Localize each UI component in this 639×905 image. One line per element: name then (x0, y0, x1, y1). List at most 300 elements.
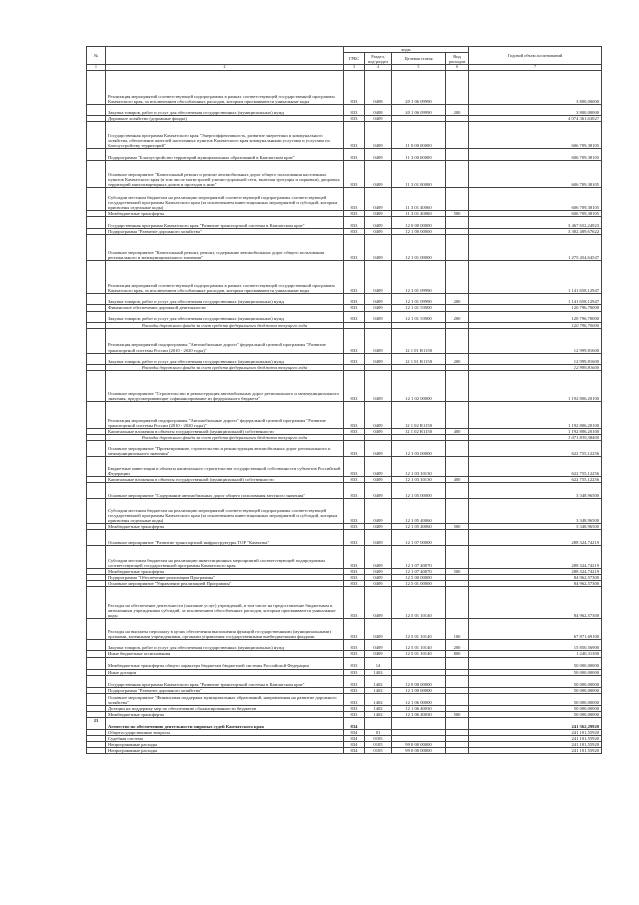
row-target-article: 12 1 01 09990 (392, 294, 446, 305)
row-amount: 1 071 839,38400 (469, 434, 602, 440)
row-razdel: 0408 (365, 105, 392, 116)
row-number (87, 587, 106, 619)
row-target-article: 12 1 01 53900 (392, 311, 446, 322)
table-row (87, 693, 602, 705)
row-amount: 50 000,00000 (469, 705, 602, 711)
table-row (87, 483, 602, 499)
row-amount: 50 000,00000 (469, 657, 602, 669)
row-name: Расходы на обеспечение деятельности (оказание услуг) учреждений, в том числе на предоставление бюджетным и автономным учреждениям субсидий, за исключением обособленных расходов, которым присваиваются уникальные коды (106, 587, 344, 619)
row-number (87, 401, 106, 428)
row-razdel: 0409 (365, 211, 392, 217)
row-target-article: 11 3 01 40060 (392, 188, 446, 211)
row-grbs: 833 (344, 217, 365, 229)
row-expense-type (446, 440, 469, 456)
header-name (106, 47, 344, 65)
row-grbs: 833 (344, 675, 365, 687)
row-expense-type (446, 122, 469, 149)
row-name: Агентство по обеспечению деятельности мировых судей Камчатского края (106, 717, 344, 729)
header-cs: Целевая статья (392, 53, 446, 65)
row-amount: 622 755,12256 (469, 440, 602, 456)
row-target-article (392, 657, 446, 669)
table-row (87, 675, 602, 687)
row-grbs: 834 (344, 717, 365, 729)
table-row (87, 640, 602, 651)
row-grbs: 833 (344, 483, 365, 499)
row-expense-type (446, 499, 469, 524)
row-name: Основное мероприятие "Проектирование, строительство и реконструкция автомобильных дорог регионального и межмуниципального значения" (106, 440, 344, 456)
table-row (87, 122, 602, 149)
row-razdel: 0409 (365, 651, 392, 657)
table-row (87, 546, 602, 569)
row-razdel: 0409 (365, 229, 392, 235)
row-name: Бюджетные инвестиции в объекты капитального строительства государственной собственности субъектов Российской Федерации (106, 456, 344, 476)
table-row (87, 328, 602, 353)
row-name: Субсидии местным бюджетам на реализацию инвестиционных мероприятий соответствующей подпрограммы соответствующей государственной программы Камчатского края (106, 546, 344, 569)
row-grbs: 833 (344, 569, 365, 575)
row-amount: 12 999,81600 (469, 328, 602, 353)
row-amount: 241 101,55920 (469, 748, 602, 754)
row-amount: 606 709,38105 (469, 122, 602, 149)
row-razdel: 0409 (365, 456, 392, 476)
row-razdel: 0409 (365, 401, 392, 428)
row-razdel: 0409 (365, 353, 392, 364)
row-amount: 3 800,00000 (469, 71, 602, 105)
row-number (87, 456, 106, 476)
table-row (87, 188, 602, 211)
row-target-article: 12 1 01 09990 (392, 261, 446, 294)
row-expense-type (446, 71, 469, 105)
row-name: Закупка товаров, работ и услуг для обеспечения государственных (муниципальных) нужд (106, 105, 344, 116)
row-amount: 3 800,00000 (469, 105, 602, 116)
row-name: Основное мероприятие "Управление реализацией Программы" (106, 581, 344, 587)
colnum: 5 (392, 65, 446, 71)
row-razdel: 0409 (365, 149, 392, 161)
row-number (87, 499, 106, 524)
row-number (87, 693, 106, 705)
row-expense-type (446, 530, 469, 546)
row-name: Государственная программа Камчатского края "Развитие транспортной системы в Камчатском крае" (106, 675, 344, 687)
row-expense-type (446, 328, 469, 353)
row-razdel: 0409 (365, 161, 392, 188)
row-name: Расходы дорожного фонда за счет средств федерального бюджета текущего года (106, 434, 344, 440)
table-row (87, 71, 602, 105)
row-name: Расходы дорожного фонда за счет средств федерального бюджета текущего года (106, 364, 344, 370)
row-name: Расходы дорожного фонда за счет средств федерального бюджета текущего года (106, 322, 344, 328)
table-row (87, 401, 602, 428)
row-amount: 606 709,38105 (469, 149, 602, 161)
row-target-article: 12 1 06 00000 (392, 693, 446, 705)
row-razdel: 0409 (365, 311, 392, 322)
table-row (87, 370, 602, 401)
table-row (87, 294, 602, 305)
row-name: Капитальные вложения в объекты государственной (муниципальной) собственности (106, 428, 344, 434)
row-amount: 67 871,69100 (469, 619, 602, 640)
row-grbs: 833 (344, 116, 365, 122)
row-name: Дорожное хозяйство (дорожные фонды) (106, 116, 344, 122)
row-name: Государственная программа Камчатского края "Развитие транспортной системы в Камчатском крае" (106, 217, 344, 229)
row-name: Иные дотации (106, 669, 344, 675)
table-row (87, 587, 602, 619)
table-row (87, 261, 602, 294)
budget-table-sheet (86, 46, 601, 754)
row-grbs: 833 (344, 211, 365, 217)
row-name: Реализация мероприятий соответствующей подпрограммы в рамках соответствующей государственной программы Камчатского края, за исключением обособленных расходов, которым присваиваются уникальные коды (106, 261, 344, 294)
row-number (87, 122, 106, 149)
row-amount: 1 275 454,64547 (469, 235, 602, 261)
row-razdel: 0409 (365, 122, 392, 149)
row-grbs: 833 (344, 476, 365, 482)
row-number (87, 261, 106, 294)
row-number (87, 675, 106, 687)
row-grbs: 833 (344, 524, 365, 530)
row-expense-type: 500 (446, 211, 469, 217)
row-name: Реализация мероприятий соответствующей подпрограммы в рамках соответствующей государственной программы Камчатского края, за исключением обособленных расходов, которым присваиваются уникальные коды (106, 71, 344, 105)
row-amount: 241 101,55920 (469, 729, 602, 735)
table-row (87, 530, 602, 546)
header-razdel: Раздел, под-раздел (365, 53, 392, 65)
row-name: Закупка товаров, работ и услуг для обеспечения государственных (муниципальных) нужд (106, 294, 344, 305)
row-target-article: 12 5 01 10140 (392, 651, 446, 657)
row-expense-type: 200 (446, 294, 469, 305)
row-expense-type (446, 675, 469, 687)
row-name: Субсидии местным бюджетам на реализацию мероприятий соответствующей подпрограммы соответствующей государственной программы Камчатского края (за исключением инвестиционных мероприятий и субсидий, которым присвоены отдельные коды) (106, 499, 344, 524)
row-grbs: 833 (344, 428, 365, 434)
colnum: 7 (469, 65, 602, 71)
row-razdel: 0409 (365, 575, 392, 581)
row-number (87, 188, 106, 211)
row-name: Межбюджетные трансферты (106, 524, 344, 530)
row-name: Иные бюджетные ассигнования (106, 651, 344, 657)
row-razdel: 14 (365, 657, 392, 669)
header-vr: Вид расходов (446, 53, 469, 65)
row-amount: 1 192 806,20100 (469, 428, 602, 434)
row-target-article: 12 1 06 40030 (392, 705, 446, 711)
row-number (87, 235, 106, 261)
row-name: Расходы на выплаты персоналу в целях обеспечения выполнения функций государственными (муниципальными) органами, казенными учреждениями, органами управления государственными внебюджетными фондами (106, 619, 344, 640)
row-target-article: 12 1 01 53900 (392, 305, 446, 311)
row-name: Основное мероприятие "Содержание автомобильных дорог общего пользования местного значения" (106, 483, 344, 499)
row-amount: 120 796,70000 (469, 311, 602, 322)
row-target-article: 12 1 07 00000 (392, 530, 446, 546)
row-expense-type: 200 (446, 353, 469, 364)
row-razdel: 1402 (365, 693, 392, 705)
row-razdel: 0409 (365, 619, 392, 640)
row-razdel: 1402 (365, 711, 392, 717)
row-target-article: 12 5 01 00000 (392, 581, 446, 587)
row-amount: 288 324,74219 (469, 530, 602, 546)
row-grbs: 834 (344, 735, 365, 741)
row-number (87, 161, 106, 188)
row-razdel: 0409 (365, 294, 392, 305)
row-name: Подпрограмма "Развитие дорожного хозяйства" (106, 229, 344, 235)
table-row (87, 353, 602, 364)
row-expense-type (446, 161, 469, 188)
row-razdel: 0409 (365, 116, 392, 122)
row-razdel: 0409 (365, 483, 392, 499)
row-amount: 606 709,38105 (469, 211, 602, 217)
row-amount: 1 141 658,12947 (469, 294, 602, 305)
row-grbs: 833 (344, 657, 365, 669)
row-expense-type: 100 (446, 619, 469, 640)
row-razdel: 0105 (365, 748, 392, 754)
row-target-article: 20 1 06 09990 (392, 105, 446, 116)
row-grbs: 833 (344, 122, 365, 149)
row-amount: 1 141 658,12947 (469, 261, 602, 294)
row-name: Межбюджетные трансферты (106, 711, 344, 717)
row-amount: 50 000,00000 (469, 675, 602, 687)
row-target-article: 12 1 05 40060 (392, 524, 446, 530)
row-target-article (392, 717, 446, 729)
row-target-article: 12 1 07 40070 (392, 569, 446, 575)
row-razdel: 0409 (365, 235, 392, 261)
row-target-article: 12 1 02 00000 (392, 370, 446, 401)
row-expense-type: 500 (446, 711, 469, 717)
row-expense-type (446, 657, 469, 669)
row-number (87, 657, 106, 669)
colnum: 3 (344, 65, 365, 71)
row-amount: 288 324,74219 (469, 546, 602, 569)
row-razdel: 0409 (365, 546, 392, 569)
row-target-article: 12 5 00 00000 (392, 575, 446, 581)
row-amount: 3 382 489,67622 (469, 229, 602, 235)
row-amount: 50 000,00000 (469, 687, 602, 693)
table-row (87, 311, 602, 322)
row-amount: 50 000,00000 (469, 693, 602, 705)
row-target-article: 12 1 03 00000 (392, 440, 446, 456)
row-amount: 15 850,56900 (469, 640, 602, 651)
row-name: Межбюджетные трансферты (106, 569, 344, 575)
row-razdel: 0409 (365, 305, 392, 311)
row-grbs: 833 (344, 581, 365, 587)
row-number (87, 748, 106, 754)
row-razdel: 0105 (365, 742, 392, 748)
row-number (87, 105, 106, 116)
row-target-article: 12 1 03 10130 (392, 476, 446, 482)
row-number: 23 (87, 717, 106, 729)
row-razdel: 1402 (365, 675, 392, 687)
table-row (87, 619, 602, 640)
row-amount: 3 348,96500 (469, 483, 602, 499)
row-name: Основное мероприятие "Строительство и реконструкция автомобильных дорог регионального и межмуниципального значения, предусматривающие софинансирование из федерального бюджета" (106, 370, 344, 401)
row-target-article: 12 5 01 10140 (392, 587, 446, 619)
row-name: Основное мероприятие "Капитальный ремонт, ремонт, содержание автомобильных дорог общего пользования регионального и межмуниципального значения" (106, 235, 344, 261)
row-amount: 606 709,38105 (469, 188, 602, 211)
table-row (87, 499, 602, 524)
row-razdel: 0409 (365, 440, 392, 456)
row-razdel: 0409 (365, 587, 392, 619)
row-grbs: 833 (344, 530, 365, 546)
row-target-article: 12 0 00 00000 (392, 675, 446, 687)
row-target-article: 12 0 00 00000 (392, 217, 446, 229)
row-target-article: 12 1 01 00000 (392, 235, 446, 261)
row-amount: 12 999,81600 (469, 364, 602, 370)
row-amount: 1 192 806,20100 (469, 401, 602, 428)
row-amount: 241 101,55920 (469, 735, 602, 741)
row-razdel: 0409 (365, 188, 392, 211)
row-name: Субсидии местным бюджетам на реализацию мероприятий соответствующей подпрограммы соответствующей государственной программы Камчатского края (за исключением инвестиционных мероприятий и субсидий, которым присвоены отдельные коды) (106, 188, 344, 211)
row-number (87, 619, 106, 640)
row-grbs: 833 (344, 370, 365, 401)
row-expense-type (446, 717, 469, 729)
row-number (87, 149, 106, 161)
row-expense-type (446, 149, 469, 161)
row-name: Межбюджетные трансферты (106, 211, 344, 217)
row-expense-type: 200 (446, 105, 469, 116)
row-target-article: 99 0 00 00000 (392, 748, 446, 754)
row-grbs: 833 (344, 401, 365, 428)
row-name: Подпрограмма "Развитие дорожного хозяйства" (106, 687, 344, 693)
row-razdel: 0409 (365, 530, 392, 546)
row-name: Закупка товаров, работ и услуг для обеспечения государственных (муниципальных) нужд (106, 353, 344, 364)
row-target-article: 12 1 02 R1150 (392, 401, 446, 428)
row-expense-type (446, 188, 469, 211)
row-amount: 4 074 361,63027 (469, 116, 602, 122)
row-target-article: 11 3 01 00000 (392, 161, 446, 188)
row-razdel: 0409 (365, 261, 392, 294)
colnum: 6 (446, 65, 469, 71)
table-row (87, 235, 602, 261)
header-amount: Годовой объем ассигнований (469, 47, 602, 65)
row-amount: 50 000,00000 (469, 711, 602, 717)
row-razdel: 0408 (365, 71, 392, 105)
row-number (87, 311, 106, 322)
row-number (87, 294, 106, 305)
row-target-article: 12 1 01 R1150 (392, 328, 446, 353)
header-codes: коды (344, 47, 469, 53)
row-razdel: 0409 (365, 428, 392, 434)
row-target-article: 12 1 00 00000 (392, 687, 446, 693)
row-amount: 241 362,29920 (469, 717, 602, 729)
row-amount: 606 709,38105 (469, 161, 602, 188)
row-grbs: 833 (344, 188, 365, 211)
row-razdel: 0409 (365, 217, 392, 229)
row-number (87, 328, 106, 353)
row-number (87, 217, 106, 229)
row-amount: 622 755,12256 (469, 456, 602, 476)
table-row (87, 105, 602, 116)
row-razdel: 0409 (365, 328, 392, 353)
row-grbs: 834 (344, 729, 365, 735)
row-amount: 84 962,57300 (469, 581, 602, 587)
row-grbs: 833 (344, 546, 365, 569)
row-razdel: 0409 (365, 370, 392, 401)
row-expense-type (446, 693, 469, 705)
row-grbs: 833 (344, 149, 365, 161)
row-name: Судебная система (106, 735, 344, 741)
row-expense-type (446, 217, 469, 229)
row-name: Государственная программа Камчатского края "Энергоэффективность, развитие энергетики и коммунального хозяйства, обеспечение жителей населенных пунктов Камчатского края коммунальными услугами и услугами по благоустройству территорий" (106, 122, 344, 149)
row-grbs: 833 (344, 640, 365, 651)
row-expense-type: 200 (446, 311, 469, 322)
row-number (87, 530, 106, 546)
row-expense-type (446, 261, 469, 294)
row-number (87, 483, 106, 499)
row-expense-type: 500 (446, 524, 469, 530)
table-row (87, 440, 602, 456)
row-razdel: 0409 (365, 640, 392, 651)
header-num: № (87, 47, 106, 65)
row-amount: 3 348,96500 (469, 524, 602, 530)
row-expense-type (446, 587, 469, 619)
row-expense-type (446, 456, 469, 476)
row-razdel: 0409 (365, 476, 392, 482)
row-amount: 1 192 806,20100 (469, 370, 602, 401)
row-number (87, 370, 106, 401)
row-target-article: 99 0 00 00000 (392, 742, 446, 748)
budget-table (86, 46, 602, 754)
row-target-article: 12 1 03 10130 (392, 456, 446, 476)
row-target-article: 12 1 05 00000 (392, 483, 446, 499)
row-grbs: 833 (344, 105, 365, 116)
row-target-article: 12 1 01 R1150 (392, 353, 446, 364)
row-grbs: 833 (344, 311, 365, 322)
row-razdel: 1402 (365, 687, 392, 693)
row-amount: 84 962,57300 (469, 587, 602, 619)
row-razdel: 1402 (365, 705, 392, 711)
row-expense-type (446, 370, 469, 401)
row-grbs: 833 (344, 305, 365, 311)
table-row (87, 217, 602, 229)
row-name: Непрограммные расходы (106, 742, 344, 748)
table-row (87, 149, 602, 161)
row-grbs: 833 (344, 71, 365, 105)
row-target-article: 20 1 06 09990 (392, 71, 446, 105)
row-grbs: 833 (344, 161, 365, 188)
row-grbs: 833 (344, 651, 365, 657)
row-number (87, 71, 106, 105)
row-grbs: 833 (344, 456, 365, 476)
row-name: Закупка товаров, работ и услуг для обеспечения государственных (муниципальных) нужд (106, 311, 344, 322)
row-target-article: 12 1 07 40070 (392, 546, 446, 569)
row-grbs: 834 (344, 748, 365, 754)
row-name: Реализация мероприятий подпрограммы "Автомобильные дороги" федеральной целевой программы "Развитие транспортной системы России (2010 - 2020 годы)" (106, 328, 344, 353)
row-razdel (365, 717, 392, 729)
row-razdel: 01 (365, 729, 392, 735)
row-name: Основное мероприятие "Финансовая поддержка муниципальных образований, направленная на развитие дорожного хозяйства" (106, 693, 344, 705)
row-expense-type (446, 748, 469, 754)
row-amount: 12 999,81600 (469, 353, 602, 364)
row-grbs: 833 (344, 687, 365, 693)
row-name: Реализация мероприятий подпрограммы "Автомобильные дороги" федеральной целевой программы "Развитие транспортной системы России (2010 - 2020 годы)" (106, 401, 344, 428)
row-expense-type (446, 401, 469, 428)
row-razdel: 0409 (365, 569, 392, 575)
table-row (87, 161, 602, 188)
row-expense-type: 200 (446, 640, 469, 651)
row-amount: 84 962,57300 (469, 575, 602, 581)
colnum: 1 (87, 65, 106, 71)
table-row (87, 657, 602, 669)
row-number (87, 546, 106, 569)
row-name: Основное мероприятие "Развитие транспортной инфраструктуры ТОР "Камчатка" (106, 530, 344, 546)
row-expense-type: 400 (446, 428, 469, 434)
row-target-article: 11 3 01 40060 (392, 211, 446, 217)
row-target-article: 11 0 00 00000 (392, 122, 446, 149)
row-name: Дотации на поддержку мер по обеспечению сбалансированности бюджетов (106, 705, 344, 711)
row-number (87, 353, 106, 364)
row-grbs: 833 (344, 619, 365, 640)
row-amount: 120 796,70000 (469, 305, 602, 311)
row-amount: 622 755,12256 (469, 476, 602, 482)
row-amount: 3 348,96500 (469, 499, 602, 524)
row-expense-type: 800 (446, 651, 469, 657)
row-grbs: 833 (344, 440, 365, 456)
row-grbs: 834 (344, 742, 365, 748)
row-grbs: 833 (344, 693, 365, 705)
row-name: Финансовое обеспечение дорожной деятельности (106, 305, 344, 311)
row-razdel: 0409 (365, 524, 392, 530)
row-name: Общегосударственные вопросы (106, 729, 344, 735)
row-expense-type (446, 235, 469, 261)
